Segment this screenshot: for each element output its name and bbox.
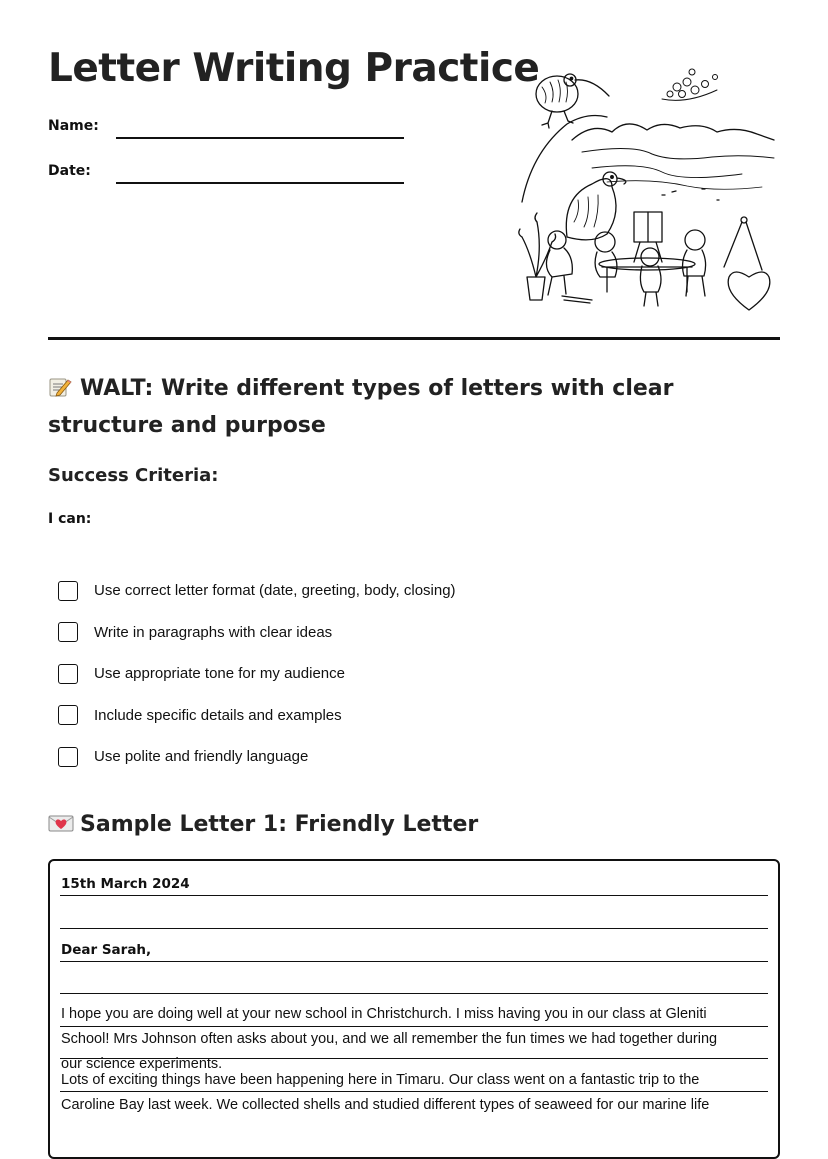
criteria-checkbox[interactable] xyxy=(58,581,78,601)
section-divider xyxy=(48,337,780,340)
criteria-item xyxy=(58,695,456,737)
name-field[interactable] xyxy=(116,137,404,139)
criteria-label: Include specific details and examples xyxy=(94,706,342,724)
heart-icon xyxy=(728,272,770,310)
criteria-label: Use polite and friendly language xyxy=(94,748,309,766)
success-criteria-heading: Success Criteria: xyxy=(48,465,219,486)
writing-line xyxy=(60,961,768,962)
kiwi-classroom-illustration xyxy=(512,62,782,312)
compass-icon xyxy=(724,217,762,270)
i-can-label: I can: xyxy=(48,511,92,527)
letter-body-line: School! Mrs Johnson often asks about you, and we all remember the fun times we had together during xyxy=(61,1031,718,1047)
writing-line xyxy=(60,993,768,994)
criteria-item xyxy=(58,653,456,695)
criteria-checkbox[interactable] xyxy=(58,747,78,767)
writing-line xyxy=(60,895,768,896)
criteria-label: Use correct letter format (date, greeting, body, closing) xyxy=(94,582,456,600)
criteria-item xyxy=(58,570,456,612)
heart-letter-icon xyxy=(48,812,72,834)
success-criteria-list xyxy=(58,570,456,778)
letter-greeting: Dear Sarah, xyxy=(61,942,152,958)
letter-body-line: our science experiments. xyxy=(61,1056,223,1072)
letter-body-line: I hope you are doing well at your new school in Christchurch. I miss having you in our class at Gleniti xyxy=(61,1006,707,1022)
criteria-label: Write in paragraphs with clear ideas xyxy=(94,623,333,641)
writing-line xyxy=(60,1091,768,1092)
sample-letter-heading xyxy=(48,812,478,837)
writing-line xyxy=(60,1026,768,1027)
letter-body-line: Caroline Bay last week. We collected shells and studied different types of seaweed for our marine life xyxy=(61,1097,710,1113)
writing-line xyxy=(60,928,768,929)
child-figure-icon xyxy=(546,231,572,295)
walt-text: WALT: Write different types of letters with clear structure and purpose xyxy=(48,376,674,438)
criteria-checkbox[interactable] xyxy=(58,705,78,725)
criteria-item xyxy=(58,736,456,778)
letter-date: 15th March 2024 xyxy=(61,876,190,892)
criteria-label: Use appropriate tone for my audience xyxy=(94,665,345,683)
criteria-item xyxy=(58,612,456,654)
criteria-checkbox[interactable] xyxy=(58,622,78,642)
sample-letter-title: Sample Letter 1: Friendly Letter xyxy=(80,812,479,837)
flower-icon xyxy=(662,69,718,100)
memo-icon xyxy=(48,373,72,395)
letter-writing-box[interactable] xyxy=(48,859,780,1159)
child-figure-icon xyxy=(640,248,661,306)
date-label: Date: xyxy=(48,163,91,179)
date-field[interactable] xyxy=(116,182,404,184)
name-label: Name: xyxy=(48,118,99,134)
page-title: Letter Writing Practice xyxy=(48,46,540,91)
criteria-checkbox[interactable] xyxy=(58,664,78,684)
walt-heading xyxy=(48,370,778,444)
kiwi-bird-icon xyxy=(536,74,609,128)
kiwi-bird-icon xyxy=(566,172,626,240)
letter-body-line: Lots of exciting things have been happening here in Timaru. Our class went on a fantastic trip to the xyxy=(61,1072,700,1088)
